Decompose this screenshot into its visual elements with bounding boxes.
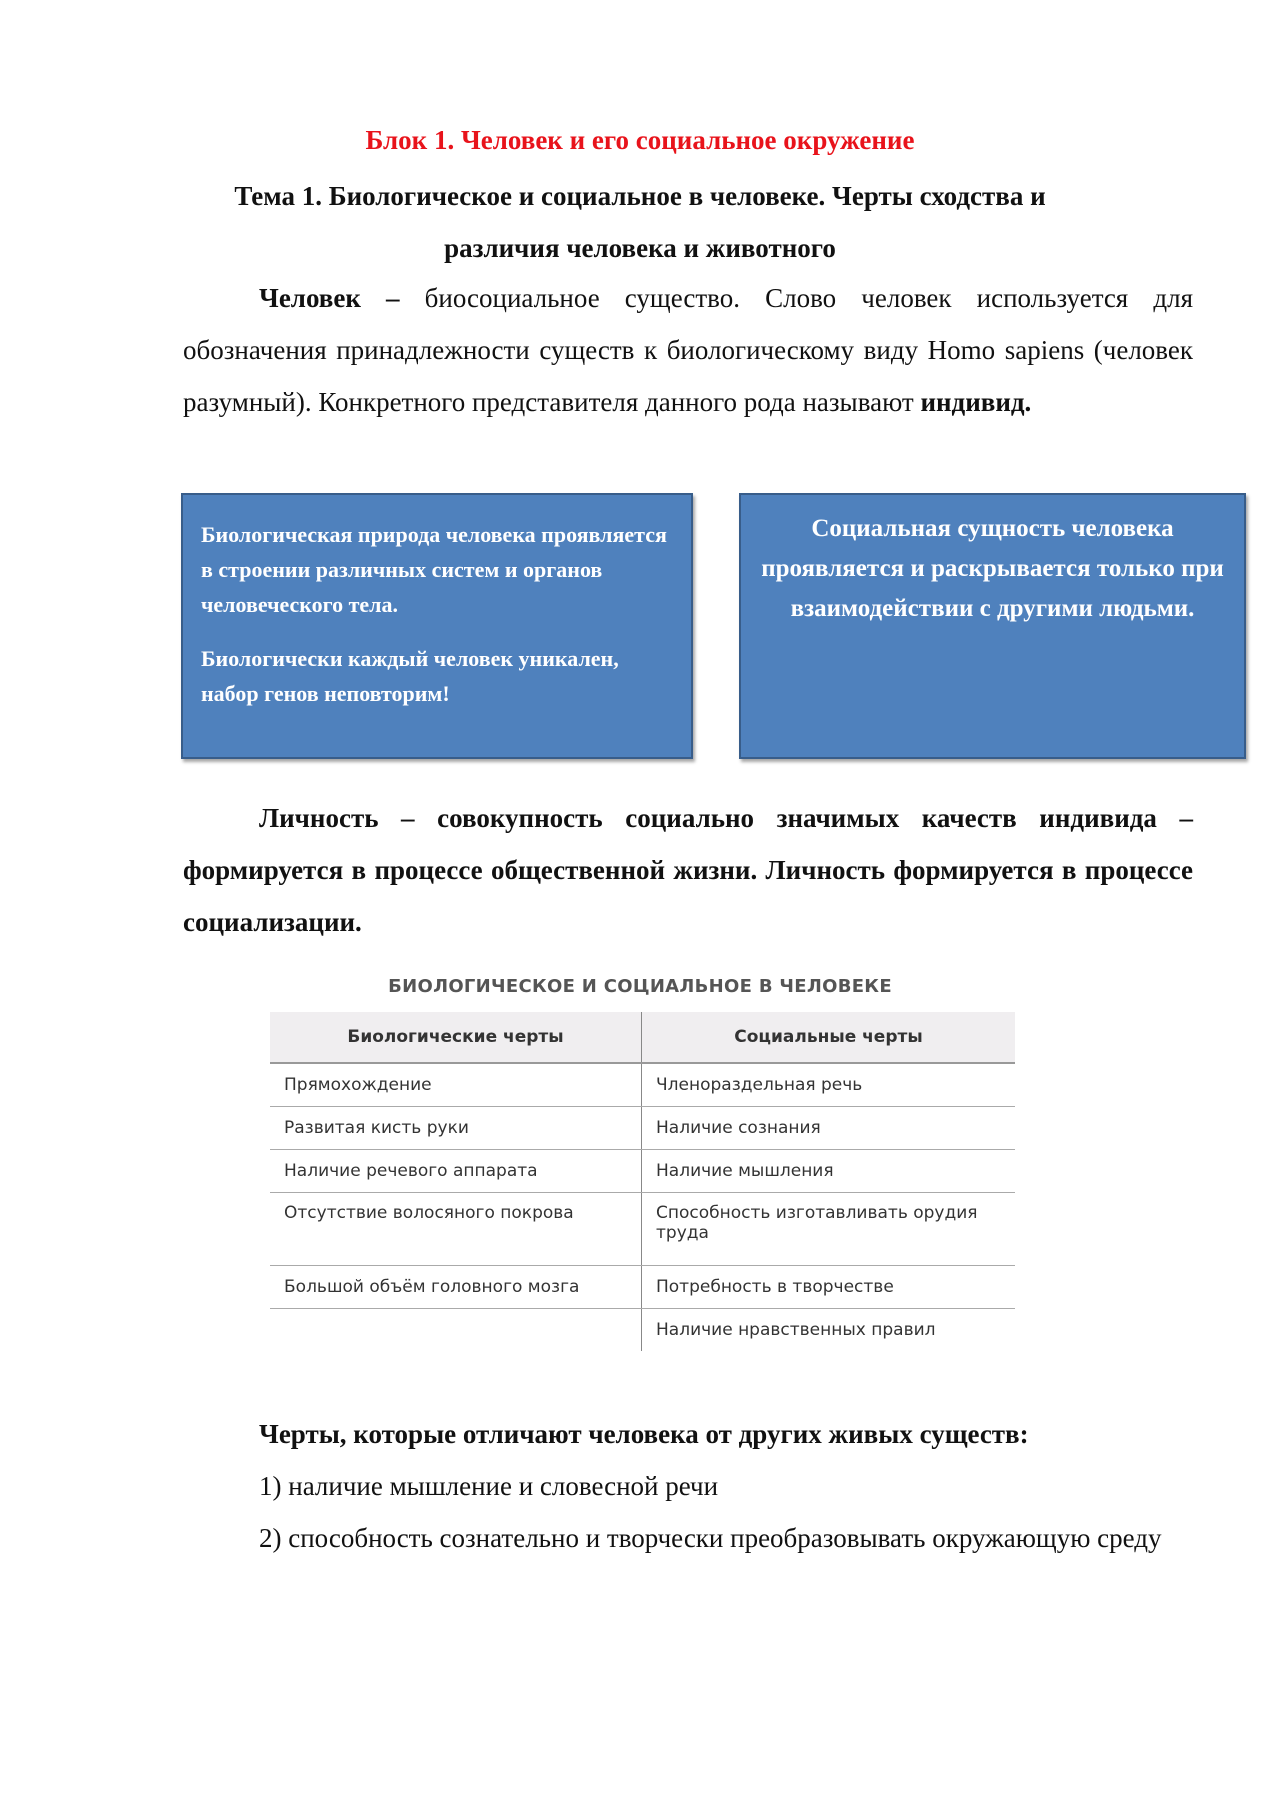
table-row	[270, 1150, 1015, 1193]
block-title: Блок 1. Человек и его социальное окружение	[365, 125, 915, 155]
differences-item-1-text: 1) наличие мышление и словесной речи	[259, 1471, 719, 1501]
table-cell: Наличие речевого аппарата	[270, 1150, 642, 1193]
biological-uniqueness-text: Биологически каждый человек уникален, набор генов неповторим!	[201, 646, 619, 706]
table-cell: Большой объём головного мозга	[270, 1266, 642, 1309]
header-biological: Биологические черты	[270, 1012, 642, 1063]
table-cell: Способность изготавливать орудия труда	[642, 1193, 1016, 1266]
differences-heading: Черты, которые отличают человека от других живых существ:	[259, 1419, 1029, 1449]
table-cell: Наличие нравственных правил	[656, 1320, 936, 1340]
personality-paragraph	[183, 792, 1193, 948]
table-cell: Прямохождение	[270, 1063, 642, 1107]
table-cell: Развитая кисть руки	[270, 1107, 642, 1150]
personality-text: Личность – совокупность социально значимых качеств индивида – формируется в процессе общественной жизни. Личность формируется в процессе социализации.	[183, 803, 1193, 937]
traits-table-container	[270, 1012, 1015, 1351]
differences-item-2	[183, 1512, 1193, 1564]
table-cell: Наличие сознания	[642, 1107, 1016, 1150]
header-social: Социальные черты	[642, 1012, 1016, 1063]
traits-table	[270, 1012, 1015, 1351]
differences-item-2-text: 2) способность сознательно и творчески преобразовывать окружающую среду	[259, 1523, 1162, 1553]
table-title: БИОЛОГИЧЕСКОЕ И СОЦИАЛЬНОЕ В ЧЕЛОВЕКЕ	[388, 976, 892, 997]
intro-paragraph	[183, 272, 1193, 428]
table-cell: Членораздельная речь	[642, 1063, 1016, 1107]
table-cell: Наличие мышления	[642, 1150, 1016, 1193]
table-header-row	[270, 1012, 1015, 1063]
topic-title: Тема 1. Биологическое и социальное в человеке. Черты сходства и различия человека и животного	[234, 181, 1046, 263]
table-row	[270, 1266, 1015, 1309]
table-row	[270, 1063, 1015, 1107]
table-row	[270, 1107, 1015, 1150]
table-cell: Потребность в творчестве	[642, 1266, 1016, 1309]
table-row	[270, 1309, 1015, 1352]
table-cell: Отсутствие волосяного покрова	[270, 1193, 642, 1266]
table-cell	[270, 1309, 642, 1352]
term-individ: индивид.	[920, 387, 1032, 417]
social-essence-box	[739, 493, 1246, 759]
social-essence-text: Социальная сущность человека проявляется и раскрывается только при взаимодействии с другими людьми.	[761, 515, 1224, 622]
table-row	[270, 1193, 1015, 1266]
intro-text: биосоциальное существо. Слово человек используется для обозначения принадлежности существ к биологическому виду Homo sapiens (человек разумный). Конкретного представителя данного рода называют	[183, 283, 1193, 417]
biological-nature-text: Биологическая природа человека проявляется в строении различных систем и органов человеческого тела.	[201, 522, 667, 617]
differences-item-1	[183, 1460, 1193, 1512]
term-chelovek: Человек –	[259, 283, 400, 313]
biological-nature-box	[181, 493, 693, 759]
